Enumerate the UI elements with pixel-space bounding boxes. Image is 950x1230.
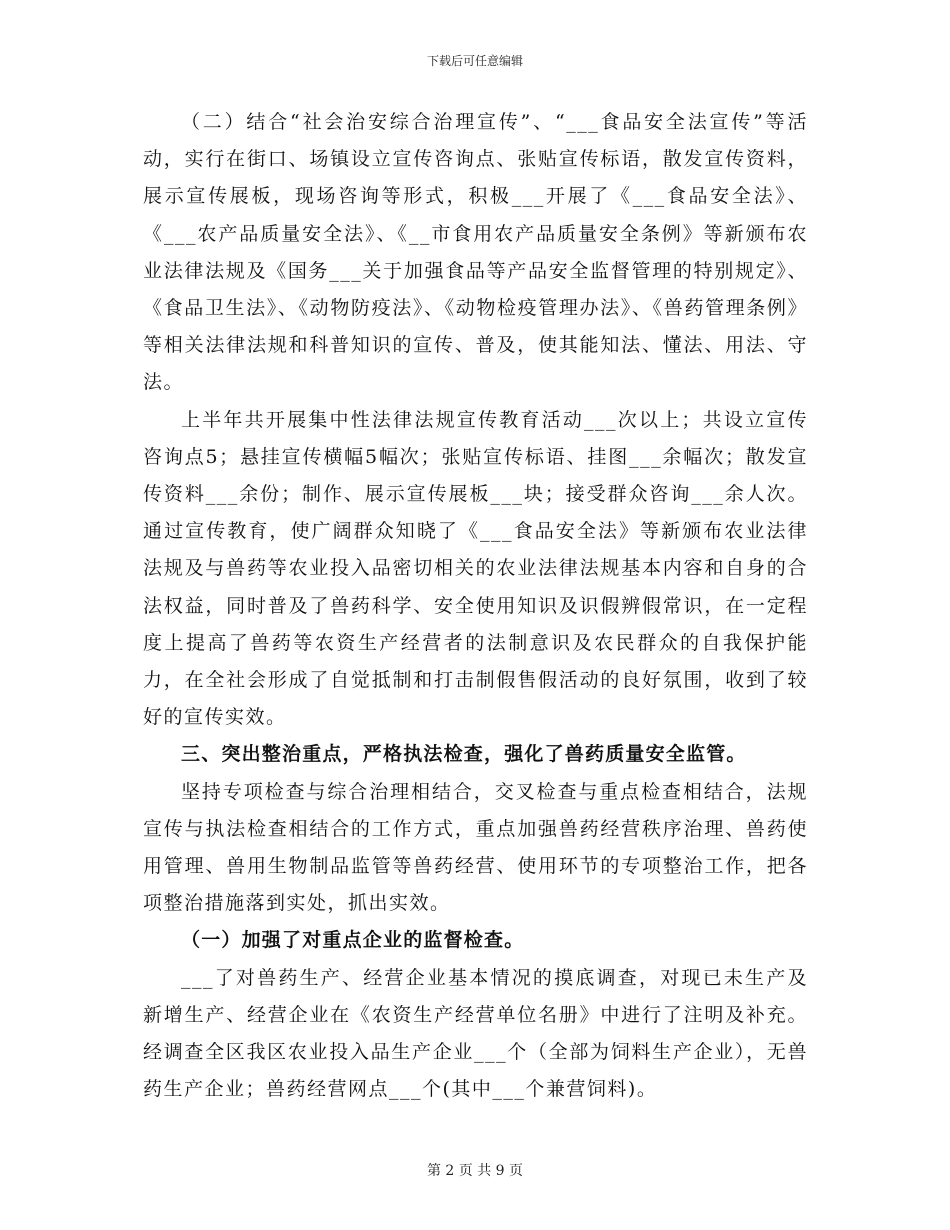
paragraph-publicity-activities: （二）结合“社会治安综合治理宣传”、“___食品安全法宣传”等活动，实行在街口、场镇设立宣传咨询点、张贴宣传标语，散发宣传资料，展示宣传展板，现场咨询等形式，积极___开展了《___食品安全法》、《___农产品质量安全法》、《__市食用农产品质量安全条例》等新颁布农业法律法规及《国务___关于加强食品等产品安全监督管理的特别规定》、《食品卫生法》、《动物防疫法》、《动物检疫管理办法》、《兽药管理条例》等相关法律法规和科普知识的宣传、普及，使其能知法、懂法、用法、守法。 (143, 111, 808, 394)
document-body (143, 104, 808, 1108)
page-footer: 第 2 页 共 9 页 (426, 1163, 524, 1179)
page-header: 下载后可任意编辑 (426, 54, 523, 68)
subsection-heading-one: （一）加强了对重点企业的监督检查。 (181, 929, 525, 952)
paragraph-publicity-statistics: 上半年共开展集中性法律法规宣传教育活动___次以上；共设立宣传咨询点5；悬挂宣传横幅5幅次；张贴宣传标语、挂图___余幅次；散发宣传资料___余份；制作、展示宣传展板___块；接受群众咨询___余人次。通过宣传教育，使广阔群众知晓了《___食品安全法》等新颁布农业法律法规及与兽药等农业投入品密切相关的农业法律法规基本内容和自身的合法权益，同时普及了兽药科学、安全使用知识及识假辨假常识，在一定程度上提高了兽药等农资生产经营者的法制意识及农民群众的自我保护能力，在全社会形成了自觉抵制和打击制假售假活动的良好氛围，收到了较好的宣传实效。 (143, 408, 808, 729)
paragraph-inspection-approach: 坚持专项检查与综合治理相结合，交叉检查与重点检查相结合，法规宣传与执法检查相结合的工作方式，重点加强兽药经营秩序治理、兽药使用管理、兽用生物制品监管等兽药经营、使用环节的专项整治工作，把各项整治措施落到实处，抓出实效。 (143, 780, 808, 915)
section-heading-three: 三、突出整治重点，严格执法检查，强化了兽药质量安全监管。 (181, 743, 747, 766)
paragraph-enterprise-survey: ___了对兽药生产、经营企业基本情况的摸底调查，对现已未生产及新增生产、经营企业在《农资生产经营单位名册》中进行了注明及补充。经调查全区我区农业投入品生产企业___个（全部为饲料生产企业），无兽药生产企业；兽药经营网点___个(其中___个兼营饲料)。 (143, 966, 808, 1101)
